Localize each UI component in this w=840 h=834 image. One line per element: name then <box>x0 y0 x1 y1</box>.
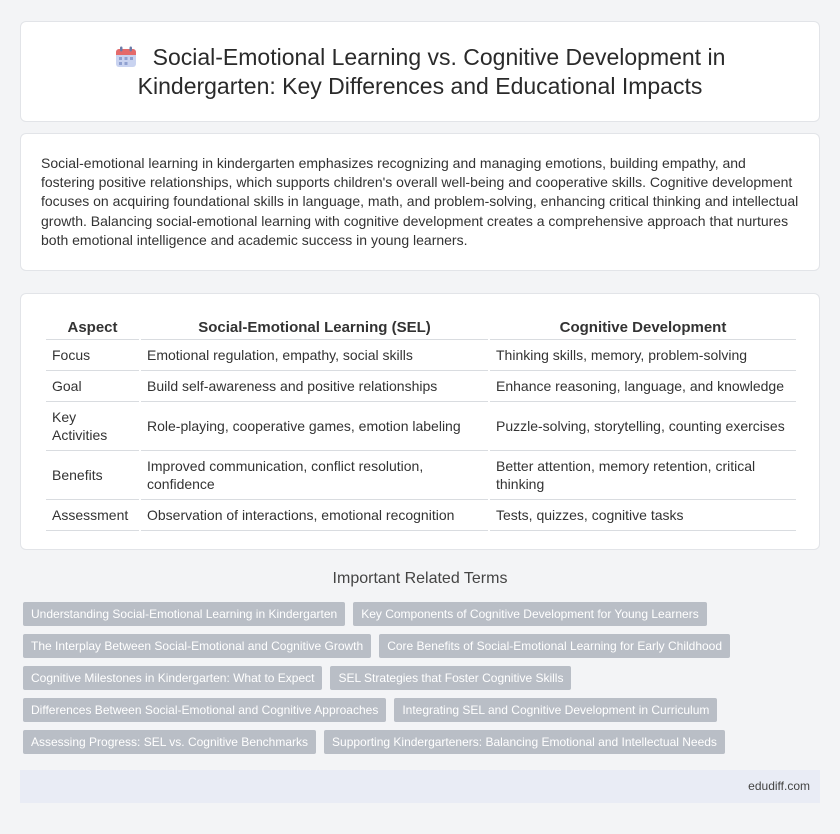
table-header-row <box>46 314 796 340</box>
cell-sel: Emotional regulation, empathy, social skills <box>141 340 488 371</box>
cell-sel: Improved communication, conflict resolution, confidence <box>141 451 488 500</box>
cell-cognitive: Tests, quizzes, cognitive tasks <box>490 500 796 531</box>
cell-sel: Observation of interactions, emotional recognition <box>141 500 488 531</box>
comparison-table <box>44 314 798 531</box>
calendar-icon <box>115 46 137 68</box>
table-row <box>46 402 796 451</box>
related-tag[interactable]: Supporting Kindergarteners: Balancing Emotional and Intellectual Needs <box>324 730 725 754</box>
header-cognitive: Cognitive Development <box>490 314 796 340</box>
related-tag[interactable]: The Interplay Between Social-Emotional and Cognitive Growth <box>23 634 371 658</box>
footer <box>20 770 820 803</box>
footer-site-link[interactable]: edudiff.com <box>748 779 810 793</box>
related-terms-tags <box>23 602 823 762</box>
page-title-text: Social-Emotional Learning vs. Cognitive Development in Kindergarten: Key Differences and Educational Impacts <box>137 43 726 99</box>
cell-cognitive: Puzzle-solving, storytelling, counting exercises <box>490 402 796 451</box>
tag-row <box>23 730 823 754</box>
related-tag[interactable]: Cognitive Milestones in Kindergarten: What to Expect <box>23 666 322 690</box>
comparison-table-card <box>20 293 820 550</box>
table-row <box>46 500 796 531</box>
related-tag[interactable]: SEL Strategies that Foster Cognitive Skills <box>330 666 571 690</box>
tag-row <box>23 666 823 690</box>
header-aspect: Aspect <box>46 314 139 340</box>
table-row <box>46 371 796 402</box>
cell-aspect: Key Activities <box>46 402 139 451</box>
cell-aspect: Focus <box>46 340 139 371</box>
cell-aspect: Goal <box>46 371 139 402</box>
cell-cognitive: Better attention, memory retention, critical thinking <box>490 451 796 500</box>
related-terms-title: Important Related Terms <box>332 570 508 587</box>
related-tag[interactable]: Core Benefits of Social-Emotional Learning for Early Childhood <box>379 634 730 658</box>
cell-aspect: Benefits <box>46 451 139 500</box>
related-tag[interactable]: Differences Between Social-Emotional and Cognitive Approaches <box>23 698 386 722</box>
cell-cognitive: Enhance reasoning, language, and knowledge <box>490 371 796 402</box>
intro-card <box>20 133 820 271</box>
cell-sel: Role-playing, cooperative games, emotion labeling <box>141 402 488 451</box>
page-title <box>80 43 760 101</box>
cell-sel: Build self-awareness and positive relationships <box>141 371 488 402</box>
title-card <box>20 21 820 122</box>
related-tag[interactable]: Understanding Social-Emotional Learning in Kindergarten <box>23 602 345 626</box>
tag-row <box>23 634 823 658</box>
tag-row <box>23 698 823 722</box>
related-tag[interactable]: Assessing Progress: SEL vs. Cognitive Benchmarks <box>23 730 316 754</box>
related-tag[interactable]: Integrating SEL and Cognitive Development in Curriculum <box>394 698 717 722</box>
title-wrap <box>80 43 760 101</box>
cell-cognitive: Thinking skills, memory, problem-solving <box>490 340 796 371</box>
table-row <box>46 451 796 500</box>
table-row <box>46 340 796 371</box>
related-tag[interactable]: Key Components of Cognitive Development for Young Learners <box>353 602 707 626</box>
tag-row <box>23 602 823 626</box>
cell-aspect: Assessment <box>46 500 139 531</box>
header-sel: Social-Emotional Learning (SEL) <box>141 314 488 340</box>
intro-text: Social-emotional learning in kindergarten emphasizes recognizing and managing emotions, building empathy, and fostering positive relationships, which supports children's overall well-being and cooperative skills. Cognitive development focuses on acquiring foundational skills in language, math, and problem-solving, enhancing critical thinking and intellectual growth. Balancing social-emotional learning with cognitive development creates a comprehensive approach that nurtures both emotional intelligence and academic success in young learners. <box>41 155 799 248</box>
